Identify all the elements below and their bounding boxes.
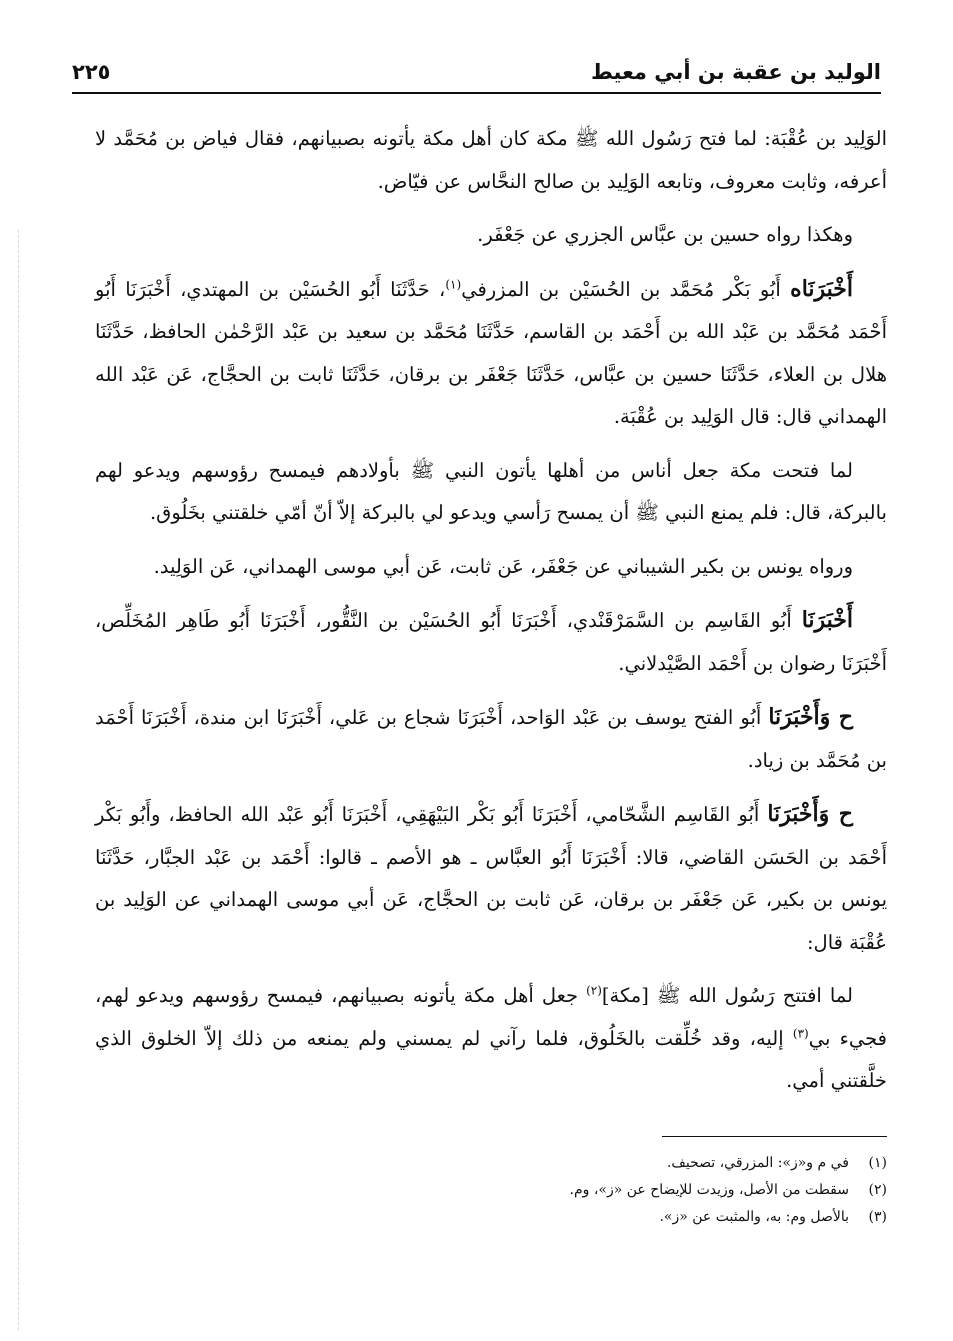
paragraph-4-text: لما فتحت مكة جعل أناس من أهلها يأتون النبي ﷺ بأولادهم فيمسح رؤوسهم ويدعو لهم بالبركة، قال: فلم يمنع النبي ﷺ أن يمسح رَأسي ويدعو لي بالبركة إلاّ أنّ أمّي خلقتني بخَلُوق. (95, 458, 887, 524)
footnote-ref-3: (٣) (792, 1026, 809, 1040)
paragraph-1-text: الوَلِيد بن عُقْبَة: لما فتح رَسُول الله ﷺ مكة كان أهل مكة يأتونه بصبيانهم، فقال فياض بن مُحَمَّد لا أعرفه، وثابت معروف، وتابعه الوَلِيد بن صالح النحَّاس عن فيّاض. (95, 127, 887, 193)
paragraph-2-text: وهكذا رواه حسين بن عبَّاس الجزري عن جَعْفَر. (477, 223, 853, 246)
footnote-3 (300, 1204, 887, 1231)
footnote-number: (١) (868, 1155, 887, 1171)
footnotes (300, 1150, 887, 1231)
footnote-number: (٣) (868, 1209, 887, 1225)
paragraph-4 (95, 450, 887, 535)
paragraph-6-text: أَبُو القَاسِم بن السَّمَرْقَنْدي، أَخْبَرَنَا أَبُو الحُسَيْن بن النَّقُّور، أَخْبَرَنَا أَبُو طَاهِر المُخَلِّص، أَخْبَرَنَا رضوان بن أَحْمَد الصَّيْدلاني. (95, 609, 887, 675)
page-number: ٢٢٥ (72, 60, 111, 84)
running-header (72, 58, 881, 98)
footnote-ref-2: (٢) (586, 983, 602, 998)
isnad-keyword: أَخْبَرَنَاه (790, 275, 854, 302)
paragraph-9-text-c: إليه، وقد خُلِّقت بالخَلُوق، فلما رآني لم يمسني ولم يمنعه من ذلك إلاّ الخلوق الذي خلَّقتني أمي. (95, 1026, 887, 1092)
isnad-keyword: ح وَأَخْبَرَنَا (768, 704, 853, 730)
paragraph-8 (95, 793, 887, 964)
paragraph-1 (95, 118, 887, 203)
isnad-keyword: ح وَأَخْبَرَنَا (767, 801, 853, 827)
footnote-text: سقطت من الأصل، وزيدت للإيضاح عن «ز»، وم. (569, 1182, 849, 1198)
paragraph-9-text-a: لما افتتح رَسُول الله ﷺ [مكة] (601, 984, 854, 1007)
footnote-ref-1: (١) (445, 277, 462, 291)
main-text (95, 118, 887, 1114)
paragraph-3 (95, 268, 887, 439)
paragraph-7-text: أَبُو الفتح يوسف بن عَبْد الوَاحد، أَخْبَرَنَا شجاع بن عَلي، أَخْبَرَنَا ابن مندة، أَخْبَرَنَا أَحْمَد بن مُحَمَّد بن زياد. (95, 706, 887, 772)
footnote-rule (662, 1136, 887, 1137)
running-title: الوليد بن عقبة بن أبي معيط (591, 60, 881, 84)
paragraph-5 (95, 546, 887, 589)
footnote-1 (300, 1150, 887, 1177)
scan-edge-line (18, 230, 20, 1330)
paragraph-2 (95, 214, 887, 257)
footnote-text: بالأصل وم: به، والمثبت عن «ز». (659, 1209, 849, 1225)
paragraph-7 (95, 696, 887, 782)
paragraph-6 (95, 599, 887, 685)
isnad-keyword: أَخْبَرَنَا (801, 607, 854, 633)
footnote-number: (٢) (868, 1182, 887, 1198)
paragraph-8-text: أَبُو القَاسِم الشَّحّامي، أَخْبَرَنَا أَبُو بَكْر البَيْهَقِي، أَخْبَرَنَا أَبُو عَبْد الله الحافظ، وأَبُو بَكْر أَحْمَد بن الحَسَن القاضي، قالا: أَخْبَرَنَا أَبُو العبَّاس ـ هو الأصم ـ قالوا: أَحْمَد بن عَبْد الجبَّار، حَدَّثَنَا يونس بن بكير، عَن جَعْفَر بن برقان، عَن ثابت بن الحجَّاج، عَن أبي موسى الهمداني عن الوَلِيد بن عُقْبَة قال: (95, 803, 887, 954)
paragraph-9-text-b: جعل أهل مكة يأتونه بصبيانهم، فيمسح رؤوسهم ويدعو لهم، فجيء بي (95, 984, 887, 1050)
paragraph-3-text-b: ، حَدَّثَنَا أَبُو الحُسَيْن بن المهتدي، أَخْبَرَنَا أَبُو أَحْمَد مُحَمَّد بن عَبْد الله بن أَحْمَد بن القاسم، حَدَّثَنَا مُحَمَّد بن سعيد بن عَبْد الرَّحْمٰن الحافظ، حَدَّثَنَا هلال بن العلاء، حَدَّثَنَا حسين بن عبَّاس، حَدَّثَنَا جَعْفَر بن برقان، حَدَّثَنَا ثابت بن الحجَّاج، عَن عَبْد الله الهمداني قال: قال الوَلِيد بن عُقْبَة. (95, 277, 887, 428)
footnote-2 (300, 1177, 887, 1204)
header-rule (72, 92, 881, 94)
footnote-text: في م و«ز»: المزرقي، تصحيف. (666, 1155, 849, 1171)
paragraph-3-text-a: أَبُو بَكْر مُحَمَّد بن الحُسَيْن بن المزرفي (461, 277, 781, 301)
paragraph-5-text: ورواه يونس بن بكير الشيباني عن جَعْفَر، عَن ثابت، عَن أبي موسى الهمداني، عَن الوَلِيد. (153, 554, 853, 578)
paragraph-9 (95, 975, 887, 1103)
